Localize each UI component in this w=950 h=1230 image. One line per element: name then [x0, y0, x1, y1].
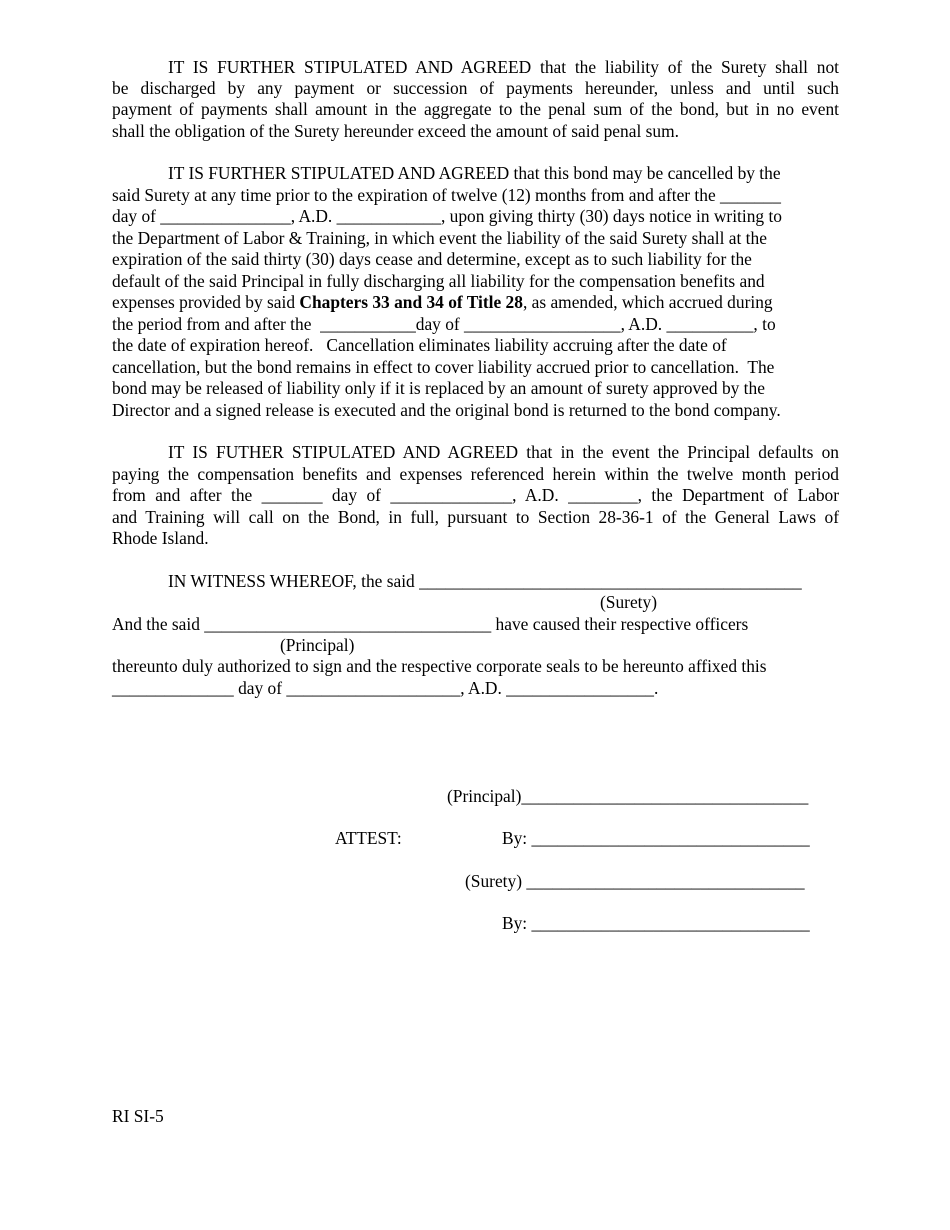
principal-caption: (Principal)	[280, 635, 355, 655]
text-line: Director and a signed release is executed and the original bond is returned to the bond company.	[112, 400, 781, 420]
text-line: thereunto duly authorized to sign and the respective corporate seals to be hereunto affixed this	[112, 656, 767, 676]
text-line: IT IS FURTHER STIPULATED AND AGREED that this bond may be cancelled by the	[168, 163, 781, 183]
text-line: from and after the _______ day of ______________, A.D. ________, the Department of Labor	[112, 485, 839, 505]
text-line	[112, 292, 773, 313]
text-line: expiration of the said thirty (30) days cease and determine, except as to such liability for the	[112, 249, 752, 269]
surety-caption: (Surety)	[600, 592, 657, 612]
principal-by-signature-line[interactable]: By: ________________________________	[502, 828, 810, 848]
text-line: the date of expiration hereof. Cancellation eliminates liability accruing after the date of	[112, 335, 727, 355]
surety-by-signature-line[interactable]: By: ________________________________	[502, 913, 810, 933]
text-line: the period from and after the ___________day of __________________, A.D. __________, to	[112, 314, 776, 334]
text-segment: , as amended, which accrued during	[522, 292, 773, 312]
text-line: IT IS FUTHER STIPULATED AND AGREED that in the event the Principal defaults on	[168, 442, 839, 462]
text-line: shall the obligation of the Surety hereunder exceed the amount of said penal sum.	[112, 121, 679, 141]
text-line: payment of payments shall amount in the aggregate to the penal sum of the bond, but in no event	[112, 99, 839, 119]
surety-signature-line[interactable]: (Surety) ________________________________	[465, 871, 805, 891]
text-line: Rhode Island.	[112, 528, 209, 548]
text-line: day of _______________, A.D. ____________, upon giving thirty (30) days notice in writing to	[112, 206, 782, 226]
text-line: IN WITNESS WHEREOF, the said ____________________________________________	[168, 571, 802, 591]
text-line: IT IS FURTHER STIPULATED AND AGREED that the liability of the Surety shall not	[168, 57, 839, 77]
attest-label: ATTEST:	[335, 828, 402, 848]
text-segment: expenses provided by said	[112, 292, 300, 312]
text-line: ______________ day of ____________________, A.D. _________________.	[112, 678, 659, 698]
form-id-footer: RI SI-5	[112, 1106, 164, 1126]
text-line: And the said _________________________________ have caused their respective officers	[112, 614, 749, 634]
text-line: cancellation, but the bond remains in effect to cover liability accrued prior to cancellation. The	[112, 357, 775, 377]
text-line: paying the compensation benefits and expenses referenced herein within the twelve month period	[112, 464, 839, 484]
text-line: and Training will call on the Bond, in full, pursuant to Section 28-36-1 of the General Laws of	[112, 507, 839, 527]
text-line: the Department of Labor & Training, in which event the liability of the said Surety shall at the	[112, 228, 767, 248]
text-line: said Surety at any time prior to the expiration of twelve (12) months from and after the _______	[112, 185, 781, 205]
text-line: default of the said Principal in fully discharging all liability for the compensation benefits and	[112, 271, 765, 291]
bold-statute-reference: Chapters 33 and 34 of Title 28	[299, 292, 523, 312]
principal-signature-line[interactable]: (Principal)_________________________________	[447, 786, 809, 806]
text-line: bond may be released of liability only if it is replaced by an amount of surety approved by the	[112, 378, 765, 398]
text-line: be discharged by any payment or succession of payments hereunder, unless and until such	[112, 78, 839, 98]
